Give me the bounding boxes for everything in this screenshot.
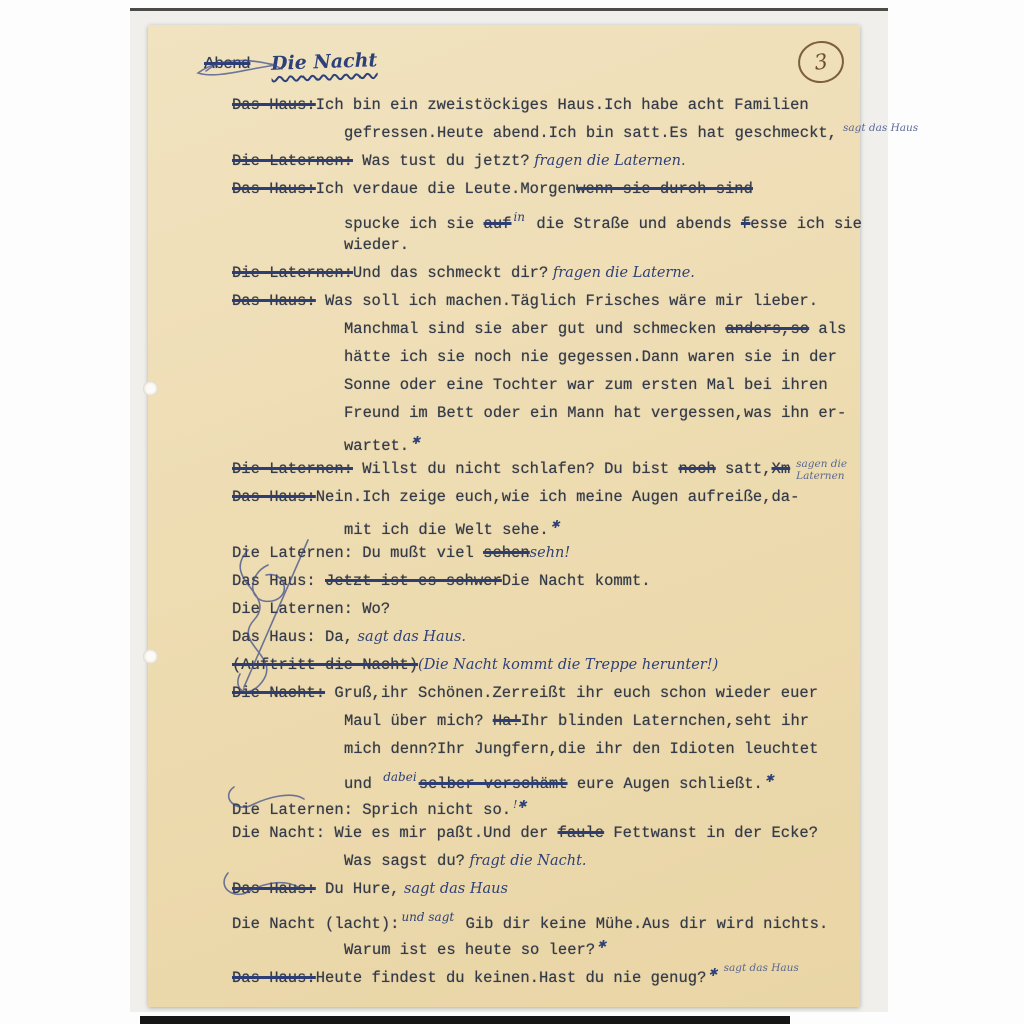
inserted-handwriting: dabei xyxy=(383,770,417,784)
typed-text: Was tust du jetzt? xyxy=(352,152,530,170)
typed-text: wieder. xyxy=(344,236,410,254)
typed-text: Warum ist es heute so leer? xyxy=(344,941,596,959)
typed-text: Fettwanst in der Ecke? xyxy=(604,824,819,842)
typed-text: Die Laternen: Wo? xyxy=(232,600,391,618)
manuscript-line xyxy=(148,931,860,959)
typed-text: Ich bin ein zweistöckiges Haus.Ich habe acht Familien xyxy=(315,96,809,114)
typed-text: Was soll ich machen.Täglich Frisches wäre mir lieber. xyxy=(315,292,819,310)
struck-text: selber verschämt xyxy=(418,775,568,793)
typed-text: hätte ich sie noch nie gegessen.Dann waren sie in der xyxy=(344,348,837,366)
margin-note: sagt das Haus xyxy=(842,122,919,134)
handwritten-title: Die Nacht xyxy=(270,49,378,75)
struck-text: Die Nacht: xyxy=(232,684,326,702)
manuscript-line xyxy=(148,623,860,651)
struck-text: Das Haus: xyxy=(232,880,316,898)
typed-text: Freund im Bett oder ein Mann hat vergessen,was ihn er- xyxy=(344,404,847,422)
manuscript-line xyxy=(148,763,860,791)
handwritten-text: sagt das Haus xyxy=(399,881,508,897)
handwritten-text: sehn! xyxy=(529,545,571,561)
struck-text: Jetzt ist es schwer xyxy=(325,572,502,590)
struck-text: Die Laternen: xyxy=(232,264,353,282)
typed-text: Ich verdaue die Leute.Morgen xyxy=(315,180,577,198)
struck-title-text: Abend xyxy=(204,55,251,72)
typed-text: spucke ich sie xyxy=(344,215,484,233)
typed-text: Nein.Ich zeige euch,wie ich meine Augen aufreiße,da- xyxy=(315,488,800,506)
manuscript-line xyxy=(148,455,860,483)
typed-text: Heute findest du keinen.Hast du nie genug? xyxy=(315,969,707,987)
manuscript-line xyxy=(148,511,860,539)
manuscript-line xyxy=(148,875,860,903)
inserted-handwriting: und sagt xyxy=(401,910,455,924)
typed-text: esse ich sie xyxy=(750,215,862,233)
struck-text: sehen xyxy=(483,544,530,562)
typed-text: mit ich die Welt sehe. xyxy=(344,521,549,539)
manuscript-line xyxy=(148,595,860,623)
manuscript-line xyxy=(148,315,860,343)
typed-text: wartet. xyxy=(344,437,410,455)
struck-text: auf xyxy=(483,215,512,233)
manuscript-line xyxy=(148,371,860,399)
typed-text: Sonne oder eine Tochter war zum ersten Mal bei ihren xyxy=(344,376,828,394)
manuscript-line xyxy=(148,679,860,707)
manuscript-line xyxy=(148,203,860,231)
manuscript-line xyxy=(148,791,860,819)
struck-text: f xyxy=(740,215,751,233)
inserted-handwriting: in xyxy=(513,210,526,224)
typed-text: Was sagst du? xyxy=(344,852,465,870)
typed-text: Manchmal sind sie aber gut und schmecken xyxy=(344,320,726,338)
manuscript-line xyxy=(148,231,860,259)
struck-text: Ha! xyxy=(492,712,521,730)
insertion-mark: ✱ xyxy=(708,966,718,979)
manuscript-line xyxy=(148,567,860,595)
manuscript-line xyxy=(148,539,860,567)
struck-text: Das Haus: xyxy=(232,488,316,506)
typed-text: die Straße und abends xyxy=(527,215,741,233)
insertion-mark: ✱ xyxy=(550,518,560,531)
insertion-mark: ✱ xyxy=(411,434,421,447)
manuscript-line xyxy=(148,735,860,763)
margin-note: sagen die Laternen xyxy=(796,458,848,482)
handwritten-text: fragt die Nacht. xyxy=(464,853,587,869)
struck-text: Das Haus: xyxy=(232,292,316,310)
struck-text: noch xyxy=(678,460,716,478)
typed-text: Die Nacht kommt. xyxy=(501,572,651,590)
manuscript-line xyxy=(148,399,860,427)
handwritten-text: fragen die Laternen. xyxy=(529,153,686,169)
manuscript-line xyxy=(148,959,860,987)
typed-text: mich denn?Ihr Jungfern,die ihr den Idioten leuchtet xyxy=(344,740,819,758)
handwritten-text: (Die Nacht kommt die Treppe herunter!) xyxy=(418,657,719,673)
typed-text: satt, xyxy=(715,460,772,478)
handwritten-text: sagt das Haus. xyxy=(352,629,466,645)
struck-text: anders,so xyxy=(725,320,810,338)
typed-text: Die Nacht (lacht): xyxy=(232,915,400,933)
manuscript-line xyxy=(148,819,860,847)
typed-text: gefressen.Heute abend.Ich bin satt.Es hat geschmeckt, xyxy=(344,124,837,142)
manuscript-line xyxy=(148,175,860,203)
insertion-mark: ✱ xyxy=(597,938,607,951)
manuscript-line xyxy=(148,707,860,735)
insertion-mark: !✱ xyxy=(513,798,527,811)
struck-text: Die Laternen: xyxy=(232,460,353,478)
manuscript-line xyxy=(148,147,860,175)
page-number: 3 xyxy=(812,49,830,75)
typed-text: eure Augen schließt. xyxy=(567,775,763,793)
manuscript-line xyxy=(148,259,860,287)
struck-text: wenn sie durch sind xyxy=(576,180,753,198)
typed-text: Maul über mich? xyxy=(344,712,493,730)
photo-edge-bar xyxy=(140,1016,790,1024)
handwritten-text: fragen die Laterne. xyxy=(548,265,695,281)
manuscript-line xyxy=(148,427,860,455)
typed-text: Die Laternen: Du mußt viel xyxy=(232,544,484,562)
struck-text: Xm xyxy=(771,460,791,478)
typed-text: Und das schmeckt dir? xyxy=(352,264,549,282)
struck-text: (Auftritt die Nacht) xyxy=(232,656,419,674)
struck-text: Das Haus: xyxy=(232,96,316,114)
typed-text: und xyxy=(344,775,382,793)
typed-text: Die Nacht: Wie es mir paßt.Und der xyxy=(232,824,558,842)
manuscript-line xyxy=(148,287,860,315)
photo-background xyxy=(130,8,919,1012)
typed-text: Die Laternen: Sprich nicht so. xyxy=(232,801,512,819)
manuscript-line xyxy=(148,91,860,119)
typed-text: Das Haus: xyxy=(232,572,326,590)
struck-text: Das Haus: xyxy=(232,180,316,198)
manuscript-line xyxy=(148,847,860,875)
manuscript-line xyxy=(148,483,860,511)
typed-text: Willst du nicht schlafen? Du bist xyxy=(352,460,679,478)
margin-note: sagt das Haus xyxy=(723,962,799,974)
manuscript-line xyxy=(148,903,860,931)
insertion-mark: ✱ xyxy=(764,772,775,785)
manuscript-line xyxy=(148,119,919,147)
manuscript-line xyxy=(148,343,860,371)
struck-text: Die Laternen: xyxy=(232,152,353,170)
struck-text: Das Haus: xyxy=(232,969,316,987)
typed-text: Gib dir keine Mühe.Aus dir wird nichts. xyxy=(456,915,829,933)
typed-text: Ihr blinden Laternchen,seht ihr xyxy=(520,712,810,730)
typed-text: Du Hure, xyxy=(315,880,400,898)
typed-text: als xyxy=(809,320,847,338)
typed-text: Gruß,ihr Schönen.Zerreißt ihr euch schon wieder euer xyxy=(325,684,818,702)
manuscript-page xyxy=(148,25,919,1007)
typescript-text-block xyxy=(148,25,919,987)
struck-text: faule xyxy=(557,824,605,842)
typed-text: Das Haus: Da, xyxy=(232,628,353,646)
manuscript-line xyxy=(148,651,860,679)
